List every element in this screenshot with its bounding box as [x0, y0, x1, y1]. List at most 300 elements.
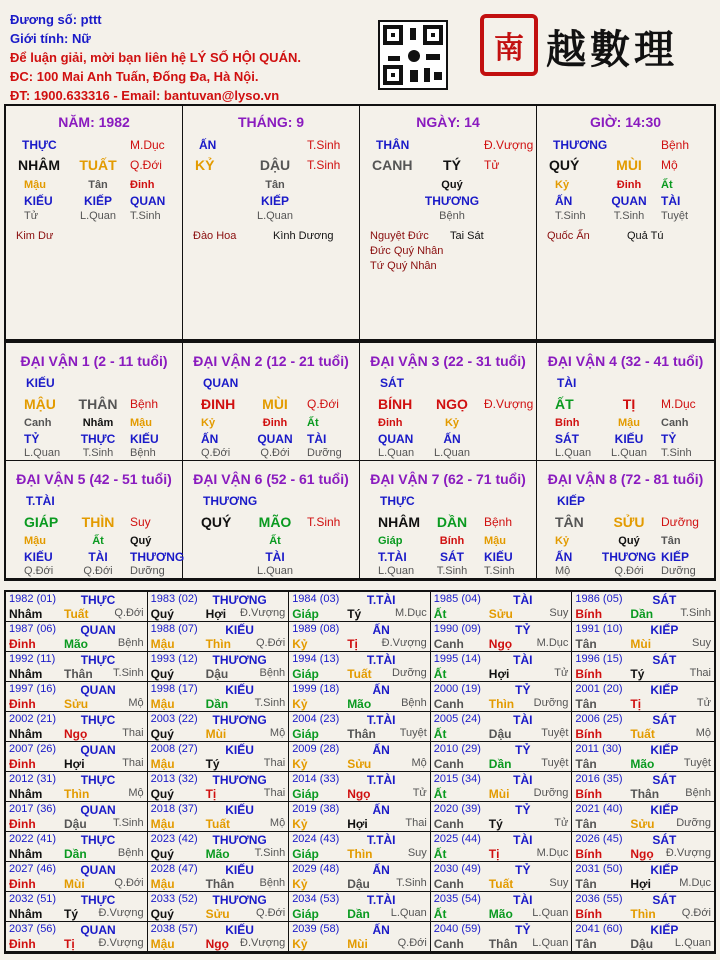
year-cell[interactable]: [148, 862, 290, 892]
year-stage: M.Dục: [679, 877, 711, 889]
year-cell[interactable]: [6, 892, 148, 922]
dai-van-title: ĐẠI VẬN 6 (52 - 61 tuổi): [193, 471, 349, 487]
year-branch: Mão: [64, 637, 88, 651]
pillar-branch: TUẤT: [79, 157, 117, 173]
year-stem: Mậu: [150, 697, 175, 711]
year-cell[interactable]: [431, 652, 573, 682]
year-branch: Hợi: [630, 877, 651, 891]
year-label: 2019 (38): [292, 803, 340, 815]
dai-van-cell[interactable]: [537, 343, 714, 461]
year-cell[interactable]: [148, 652, 290, 682]
year-star: ẤN: [372, 803, 390, 817]
year-stage: T.Sinh: [254, 697, 286, 709]
year-cell[interactable]: [572, 772, 714, 802]
year-branch: Dần: [205, 697, 229, 711]
year-cell[interactable]: [289, 682, 431, 712]
pillar-shen-sha: Quả Tú: [627, 230, 664, 242]
year-cell[interactable]: [148, 922, 290, 952]
year-stem: Tân: [575, 697, 597, 711]
year-star: KIẾU: [225, 683, 254, 697]
year-branch: Ngọ: [347, 787, 371, 801]
year-star: KIẾU: [225, 923, 254, 937]
contact-phone-email[interactable]: ĐT: 1900.633316 - Email: bantuvan@lyso.vn: [10, 88, 280, 103]
year-stem: Nhâm: [9, 607, 43, 621]
year-star: THỰC: [80, 773, 116, 787]
year-stage: Dưỡng: [392, 667, 427, 679]
year-star: TÀI: [513, 893, 533, 907]
year-cell[interactable]: [6, 682, 148, 712]
year-stem: Mậu: [150, 877, 175, 891]
year-star: KIẾU: [225, 863, 254, 877]
year-label: 1989 (08): [292, 623, 340, 635]
year-stem: Giáp: [292, 847, 319, 861]
pillar-shen-sha: Đức Quý Nhân: [370, 245, 444, 257]
year-stem: Quý: [150, 667, 174, 681]
dai-van-hidden-stem: Mậu: [484, 535, 506, 547]
year-branch: Thân: [488, 937, 518, 951]
dai-van-hidden-star: KIẾU: [614, 432, 644, 446]
year-cell[interactable]: [6, 832, 148, 862]
dai-van-stem: ĐINH: [201, 396, 236, 412]
year-cell[interactable]: [289, 772, 431, 802]
year-label: 1991 (10): [575, 623, 623, 635]
year-label: 2028 (47): [150, 863, 198, 875]
year-stem: Tân: [575, 817, 597, 831]
dai-van-hidden-stem: Đinh: [262, 417, 288, 429]
year-cell[interactable]: [148, 742, 290, 772]
year-branch: Thìn: [347, 847, 373, 861]
pillar-hidden-stage: Tuyệt: [661, 210, 689, 222]
year-branch: Mùi: [347, 937, 368, 951]
pillar-stem-star: ẤN: [199, 138, 217, 152]
owner-name-value: pttt: [80, 12, 102, 27]
year-stage: Suy: [407, 847, 427, 859]
year-label: 1995 (14): [433, 653, 481, 665]
year-star: TÀI: [513, 773, 533, 787]
pillar-stem: KỶ: [195, 157, 215, 173]
year-branch: Mão: [347, 697, 372, 711]
year-cell[interactable]: [148, 592, 290, 622]
dai-van-hidden-star: T.TÀI: [378, 550, 407, 564]
year-label: 2005 (24): [433, 713, 481, 725]
year-branch: Tị: [205, 787, 217, 801]
four-pillars-grid: [4, 104, 716, 342]
year-stem: Kỷ: [292, 757, 308, 771]
year-label: 1987 (06): [9, 623, 57, 635]
year-star: QUAN: [80, 803, 116, 817]
year-branch: Ngọ: [630, 847, 654, 861]
year-label: 2006 (25): [575, 713, 623, 725]
dai-van-hidden-stage: L.Quan: [378, 565, 415, 577]
year-cell[interactable]: [431, 922, 573, 952]
dai-van-hidden-stem: Quý: [130, 535, 152, 547]
pillar-stem: CANH: [372, 157, 413, 173]
year-cell[interactable]: [289, 802, 431, 832]
year-stage: Dưỡng: [533, 697, 569, 709]
year-branch: Tuất: [488, 877, 514, 891]
year-label: 1993 (12): [150, 653, 198, 665]
year-branch: Thìn: [630, 907, 656, 921]
year-label: 2017 (36): [9, 803, 57, 815]
year-stage: Đ.Vượng: [98, 907, 144, 919]
year-cell[interactable]: [572, 742, 714, 772]
year-stem: Bính: [575, 907, 603, 921]
year-stage: Tuyệt: [541, 727, 569, 739]
year-star: THƯƠNG: [212, 713, 267, 727]
year-label: 2010 (29): [433, 743, 481, 755]
year-branch: Mão: [205, 847, 230, 861]
year-cell[interactable]: [572, 832, 714, 862]
dai-van-cell[interactable]: [360, 461, 537, 579]
year-branch: Tuất: [64, 607, 89, 621]
year-cell[interactable]: [6, 802, 148, 832]
dai-van-hidden-stage: Dưỡng: [307, 447, 342, 459]
year-label: 2009 (28): [292, 743, 340, 755]
year-star: THỰC: [80, 893, 116, 907]
dai-van-hidden-star: KIẾU: [484, 550, 513, 564]
year-star: TỶ: [515, 683, 531, 697]
dai-van-hidden-stem: Kỷ: [555, 535, 570, 547]
year-stage: Q.Đới: [114, 607, 144, 619]
dai-van-cell[interactable]: [537, 461, 714, 579]
year-branch: Dậu: [64, 817, 87, 831]
year-label: 2026 (45): [575, 833, 623, 845]
year-branch: Tuất: [205, 817, 231, 831]
year-branch: Ngọ: [205, 937, 229, 951]
pillar-cell: [537, 106, 714, 340]
year-stem: Ất: [433, 787, 447, 801]
year-stem: Canh: [433, 817, 464, 831]
dai-van-hidden-star: QUAN: [378, 432, 414, 446]
year-branch: Dần: [347, 907, 370, 921]
year-branch: Dần: [64, 847, 87, 861]
pillar-hidden-star: KIẾU: [24, 194, 53, 208]
year-branch: Tị: [347, 637, 358, 651]
year-star: T.TÀI: [366, 773, 396, 787]
year-star: THỰC: [80, 713, 116, 727]
year-star: TỶ: [515, 623, 531, 637]
dai-van-star: TÀI: [557, 376, 577, 390]
dai-van-hidden-stage: T.Sinh: [82, 447, 114, 459]
year-label: 2016 (35): [575, 773, 623, 785]
year-branch: Sửu: [347, 757, 372, 771]
year-cell[interactable]: [289, 712, 431, 742]
year-cell[interactable]: [431, 892, 573, 922]
dai-van-hidden-star: TÀI: [307, 432, 327, 446]
year-stem: Nhâm: [9, 727, 43, 741]
year-cell[interactable]: [289, 652, 431, 682]
year-cell[interactable]: [431, 712, 573, 742]
year-cell[interactable]: [431, 742, 573, 772]
year-branch: Tị: [630, 697, 642, 711]
year-branch: Tý: [630, 667, 645, 681]
year-stem: Tân: [575, 937, 597, 951]
dai-van-branch: MÃO: [258, 514, 292, 530]
year-star: TỶ: [515, 803, 531, 817]
year-cell[interactable]: [6, 772, 148, 802]
dai-van-hidden-stem: Giáp: [378, 535, 403, 547]
year-cell[interactable]: [6, 712, 148, 742]
year-stem: Bính: [575, 667, 603, 681]
year-stage: L.Quan: [532, 937, 569, 949]
year-branch: Mùi: [630, 637, 652, 651]
year-label: 1983 (02): [150, 593, 198, 605]
year-star: SÁT: [652, 833, 677, 847]
year-stem: Quý: [150, 847, 174, 861]
pillar-hidden-star: QUAN: [611, 194, 647, 208]
year-star: KIẾU: [225, 803, 254, 817]
year-stem: Tân: [575, 877, 597, 891]
year-star: SÁT: [652, 593, 677, 607]
pillar-hidden-stem: Mậu: [24, 179, 46, 191]
year-stage: Q.Đới: [255, 637, 286, 649]
year-stem: Ất: [433, 847, 447, 861]
year-cell[interactable]: [6, 592, 148, 622]
year-cell[interactable]: [431, 862, 573, 892]
year-label: 2013 (32): [150, 773, 198, 785]
year-star: T.TÀI: [366, 833, 396, 847]
year-label: 2022 (41): [9, 833, 57, 845]
year-stem: Ất: [433, 907, 447, 921]
dai-van-hidden-stem: Bính: [555, 417, 580, 429]
year-branch: Dần: [630, 607, 654, 621]
year-cell[interactable]: [431, 622, 573, 652]
year-branch: Thìn: [64, 787, 90, 801]
year-label: 2004 (23): [292, 713, 340, 725]
year-star: T.TÀI: [366, 593, 396, 607]
pillar-hidden-stem: Kỷ: [555, 179, 570, 191]
year-label: 2027 (46): [9, 863, 57, 875]
year-stem: Canh: [433, 637, 464, 651]
year-stage: M.Dục: [536, 637, 569, 649]
year-label: 2033 (52): [150, 893, 198, 905]
dai-van-cell[interactable]: [183, 461, 360, 579]
gender-line: [10, 29, 370, 48]
year-cell[interactable]: [572, 592, 714, 622]
pillar-branch: TÝ: [443, 157, 461, 173]
pillar-hidden-stage: L.Quan: [79, 210, 117, 222]
pillar-branch-stage: Tử: [484, 158, 500, 172]
dai-van-hidden-star: THỰC: [80, 432, 116, 446]
year-branch: Mão: [630, 757, 655, 771]
dai-van-cell[interactable]: [183, 343, 360, 461]
year-cell[interactable]: [572, 712, 714, 742]
year-stage: Tử: [554, 667, 569, 679]
year-label: 2039 (58): [292, 923, 340, 935]
dai-van-title: ĐẠI VẬN 7 (62 - 71 tuổi): [370, 471, 526, 487]
year-star: T.TÀI: [366, 653, 396, 667]
year-cell[interactable]: [289, 922, 431, 952]
year-label: 2024 (43): [292, 833, 340, 845]
pillar-title: GIỜ: 14:30: [589, 114, 662, 130]
year-stage: Tử: [696, 697, 711, 709]
qr-code-icon[interactable]: [378, 20, 448, 90]
dai-van-hidden-stem: Bính: [439, 535, 465, 547]
year-stem: Giáp: [292, 727, 319, 741]
year-branch: Sửu: [630, 817, 655, 831]
dai-van-stem: QUÝ: [201, 514, 232, 530]
year-branch: Sửu: [488, 607, 513, 621]
pillar-shen-sha: Kim Dư: [16, 230, 54, 242]
year-cell[interactable]: [148, 802, 290, 832]
year-branch: Tuất: [347, 667, 372, 681]
pillar-branch-stage: Mộ: [661, 158, 678, 172]
year-cell[interactable]: [6, 622, 148, 652]
year-cell[interactable]: [572, 892, 714, 922]
year-cell[interactable]: [289, 832, 431, 862]
pillar-title: NĂM: 1982: [58, 114, 130, 130]
year-cell[interactable]: [6, 742, 148, 772]
year-branch: Hợi: [488, 667, 510, 681]
year-cell[interactable]: [289, 862, 431, 892]
year-cell[interactable]: [431, 832, 573, 862]
year-label: 1986 (05): [575, 593, 623, 605]
year-star: KIẾP: [650, 623, 679, 637]
year-label: 1997 (16): [9, 683, 57, 695]
year-cell[interactable]: [289, 892, 431, 922]
pillar-branch-stage: Q.Đới: [130, 158, 162, 172]
year-cell[interactable]: [289, 622, 431, 652]
year-cell[interactable]: [148, 682, 290, 712]
dai-van-hidden-stage: Q.Đới: [260, 447, 290, 459]
year-stem: Bính: [575, 787, 603, 801]
year-cell[interactable]: [431, 772, 573, 802]
pillar-shen-sha: Quốc Ấn: [547, 230, 590, 242]
pillar-hidden-stem: Tân: [265, 179, 285, 191]
dai-van-hidden-stage: Dưỡng: [661, 565, 696, 577]
year-cell[interactable]: [572, 922, 714, 952]
gender-label: Giới tính:: [10, 31, 69, 46]
year-stage: Bệnh: [259, 667, 286, 679]
pillar-shen-sha: Tứ Quý Nhân: [370, 260, 437, 272]
year-cell[interactable]: [572, 862, 714, 892]
year-cell[interactable]: [6, 922, 148, 952]
year-label: 2007 (26): [9, 743, 57, 755]
year-stem: Quý: [150, 787, 174, 801]
dai-van-hidden-stage: L.Quan: [433, 447, 471, 459]
year-stage: Mộ: [269, 817, 286, 829]
dai-van-star: THỰC: [380, 494, 415, 508]
dai-van-star: SÁT: [380, 376, 404, 390]
year-stem: Kỷ: [292, 877, 308, 891]
year-star: QUAN: [80, 863, 116, 877]
year-star: TỶ: [515, 743, 531, 757]
year-star: KIẾU: [225, 623, 254, 637]
year-branch: Tý: [347, 607, 362, 621]
year-branch: Tý: [488, 817, 503, 831]
year-label: 1982 (01): [9, 593, 57, 605]
year-cell[interactable]: [431, 592, 573, 622]
pillar-hidden-stage: T.Sinh: [613, 210, 645, 222]
year-label: 2038 (57): [150, 923, 198, 935]
dai-van-hidden-stem: Mậu: [618, 417, 640, 429]
year-cell[interactable]: [572, 652, 714, 682]
dai-van-stem: TÂN: [555, 514, 584, 530]
year-stage: Mộ: [269, 727, 286, 739]
year-label: 2031 (50): [575, 863, 623, 875]
year-star: TÀI: [513, 593, 533, 607]
pillar-stem: NHÂM: [18, 157, 60, 173]
year-stage: Thai: [405, 817, 427, 829]
year-cell[interactable]: [6, 862, 148, 892]
year-star: ẤN: [372, 863, 390, 877]
pillar-hidden-stem: Đinh: [130, 179, 155, 191]
year-cell[interactable]: [148, 892, 290, 922]
dai-van-cell[interactable]: [6, 343, 183, 461]
pillar-hidden-stage: T.Sinh: [555, 210, 586, 222]
year-cell[interactable]: [289, 742, 431, 772]
dai-van-hidden-star: TÀI: [265, 550, 285, 564]
year-stem: Mậu: [150, 637, 175, 651]
year-label: 2003 (22): [150, 713, 198, 725]
year-stage: Tuyệt: [399, 727, 427, 739]
year-cell[interactable]: [572, 622, 714, 652]
year-cell[interactable]: [572, 682, 714, 712]
year-star: TỶ: [515, 923, 531, 937]
year-stem: Nhâm: [9, 847, 43, 861]
brand-logo-text: 越數理: [546, 26, 678, 73]
dai-van-star: T.TÀI: [26, 494, 55, 508]
year-cell[interactable]: [148, 712, 290, 742]
year-stem: Nhâm: [9, 787, 43, 801]
pillar-stem-stage: T.Sinh: [307, 138, 341, 152]
year-stem: Đinh: [9, 637, 36, 651]
dai-van-hidden-star: THƯƠNG: [130, 550, 185, 564]
pillar-title: NGÀY: 14: [416, 114, 480, 130]
dai-van-hidden-stem: Canh: [661, 417, 689, 429]
year-cell[interactable]: [572, 802, 714, 832]
year-cell[interactable]: [148, 772, 290, 802]
year-branch: Dần: [488, 757, 512, 771]
contact-address: ĐC: 100 Mai Anh Tuấn, Đống Đa, Hà Nội.: [10, 69, 259, 84]
dai-van-hidden-star: KIẾP: [661, 550, 690, 564]
year-stage: T.Sinh: [680, 607, 711, 619]
red-seal-icon: 南: [480, 14, 538, 76]
dai-van-stem: MẬU: [24, 396, 56, 412]
year-label: 1999 (18): [292, 683, 340, 695]
year-cell[interactable]: [431, 682, 573, 712]
dai-van-hidden-stem: Mậu: [24, 535, 46, 547]
year-star: T.TÀI: [366, 893, 396, 907]
dai-van-star: QUAN: [203, 376, 239, 390]
contact-invite: Để luận giải, mời bạn liên hệ LÝ SỐ HỘI QUÁN.: [10, 50, 301, 65]
dai-van-cell[interactable]: [360, 343, 537, 461]
year-star: ẤN: [372, 743, 390, 757]
dai-van-title: ĐẠI VẬN 2 (12 - 21 tuổi): [193, 353, 349, 369]
pillar-stem-star: THÂN: [376, 138, 410, 152]
year-stage: Bệnh: [117, 847, 144, 859]
dai-van-hidden-star: SÁT: [555, 432, 579, 446]
year-cell[interactable]: [148, 622, 290, 652]
year-cell[interactable]: [148, 832, 290, 862]
year-stage: Dưỡng: [533, 787, 569, 799]
year-cell[interactable]: [431, 802, 573, 832]
year-star: TỶ: [515, 863, 531, 877]
year-stem: Giáp: [292, 607, 319, 621]
pillar-branch-stage: T.Sinh: [307, 158, 341, 172]
year-cell[interactable]: [6, 652, 148, 682]
year-stem: Mậu: [150, 757, 175, 771]
year-star: THƯƠNG: [212, 893, 267, 907]
year-cell[interactable]: [289, 592, 431, 622]
dai-van-hidden-stage: L.Quan: [378, 447, 415, 459]
dai-van-cell[interactable]: [6, 461, 183, 579]
year-star: KIẾP: [650, 683, 679, 697]
dai-van-hidden-star: ẤN: [555, 550, 573, 564]
dai-van-title: ĐẠI VẬN 1 (2 - 11 tuổi): [20, 353, 168, 369]
year-star: SÁT: [652, 713, 677, 727]
pillar-shen-sha: Tai Sát: [450, 230, 484, 242]
